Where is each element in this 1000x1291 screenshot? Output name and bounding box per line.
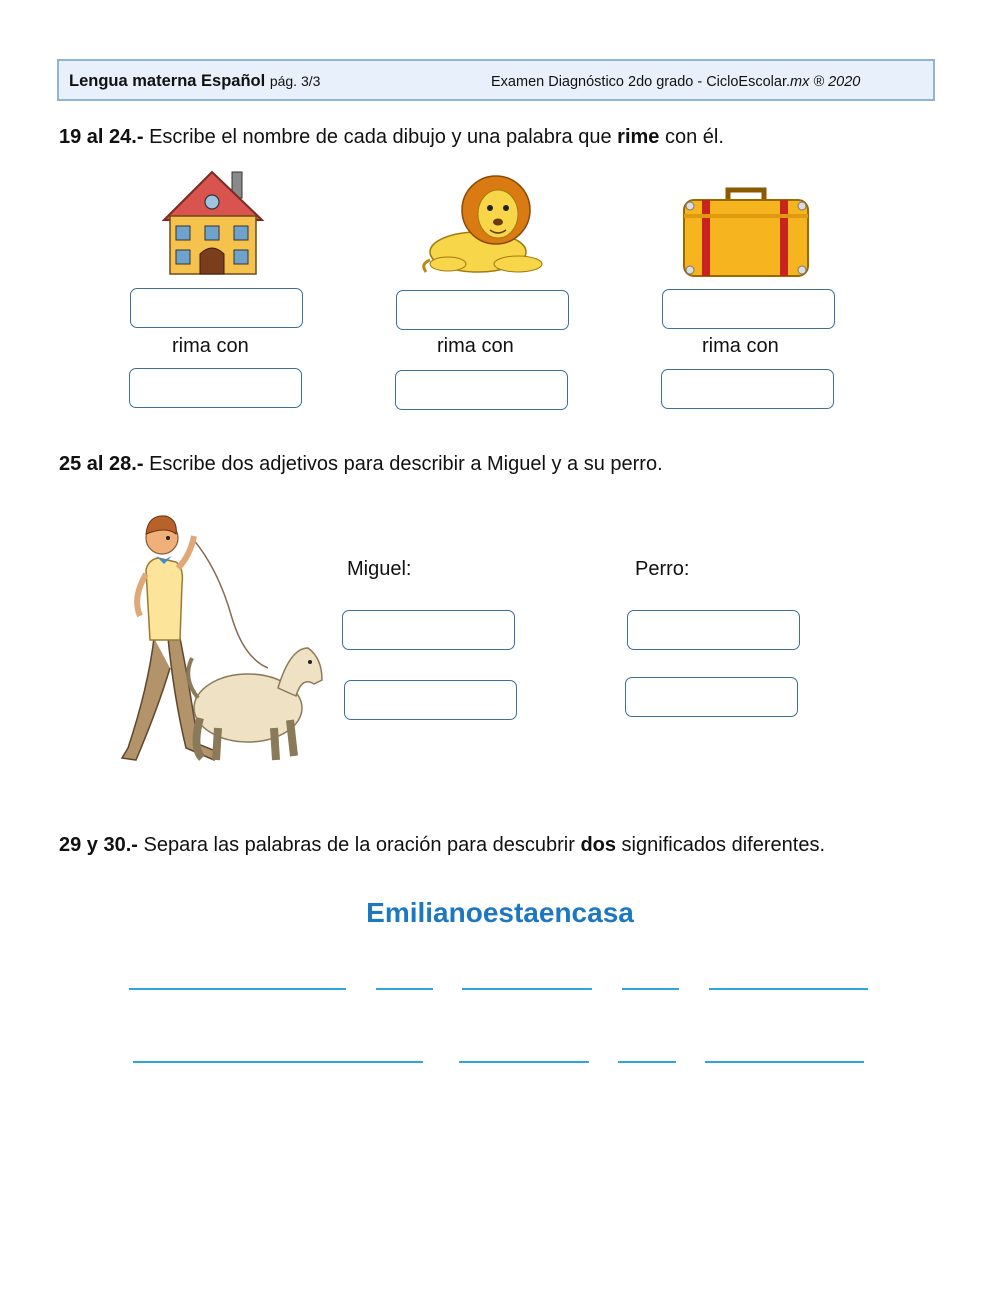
exam-title: Examen Diagnóstico 2do grado - CicloEscolar. bbox=[491, 74, 791, 90]
answer-line-2-1[interactable] bbox=[133, 1061, 423, 1063]
answer-line-1-4[interactable] bbox=[622, 988, 679, 990]
page-header bbox=[57, 59, 935, 101]
answer-line-2-4[interactable] bbox=[705, 1061, 864, 1063]
exam-year: mx ® 2020 bbox=[790, 74, 861, 90]
page-number: pág. 3/3 bbox=[269, 73, 321, 89]
question-text: Escribe el nombre de cada dibujo y una palabra que bbox=[143, 126, 618, 148]
lion-name-box[interactable] bbox=[396, 290, 569, 330]
answer-line-1-3[interactable] bbox=[462, 988, 592, 990]
perro-label: Perro: bbox=[635, 558, 690, 580]
suitcase-rhyme-box[interactable] bbox=[661, 369, 834, 409]
subject-title: Lengua materna Español bbox=[69, 72, 266, 90]
lion-rhyme-box[interactable] bbox=[395, 370, 568, 410]
answer-line-1-2[interactable] bbox=[376, 988, 433, 990]
rima-con-label-3: rima con bbox=[702, 335, 779, 357]
perro-adjective-box-2[interactable] bbox=[625, 677, 798, 717]
question-text: Escribe dos adjetivos para describir a Miguel y a su perro. bbox=[143, 453, 663, 475]
answer-line-2-2[interactable] bbox=[459, 1061, 589, 1063]
house-name-box[interactable] bbox=[130, 288, 303, 328]
question-number: 19 al 24.- bbox=[59, 126, 144, 148]
rima-con-label-2: rima con bbox=[437, 335, 514, 357]
question-text: Separa las palabras de la oración para descubrir bbox=[137, 834, 581, 856]
miguel-adjective-box-1[interactable] bbox=[342, 610, 515, 650]
miguel-adjective-box-2[interactable] bbox=[344, 680, 517, 720]
answer-line-2-3[interactable] bbox=[618, 1061, 676, 1063]
suitcase-name-box[interactable] bbox=[662, 289, 835, 329]
miguel-label: Miguel: bbox=[347, 558, 412, 580]
answer-line-1-1[interactable] bbox=[129, 988, 346, 990]
header-right bbox=[491, 74, 860, 90]
rima-con-label-1: rima con bbox=[172, 335, 249, 357]
lion-picture bbox=[418, 172, 546, 280]
question-19-24 bbox=[59, 126, 724, 149]
house-picture bbox=[160, 168, 265, 278]
question-number: 29 y 30.- bbox=[59, 834, 138, 856]
answer-line-1-5[interactable] bbox=[709, 988, 868, 990]
perro-adjective-box-1[interactable] bbox=[627, 610, 800, 650]
question-bold-word: dos bbox=[580, 834, 616, 856]
question-text-end: con él. bbox=[659, 126, 724, 148]
question-bold-word: rime bbox=[617, 126, 660, 148]
question-text-end: significados diferentes. bbox=[616, 834, 826, 856]
joined-sentence: Emilianoestaencasa bbox=[366, 897, 634, 928]
header-left bbox=[69, 72, 320, 91]
miguel-and-dog-picture bbox=[118, 508, 328, 770]
question-29-30 bbox=[59, 834, 825, 857]
house-rhyme-box[interactable] bbox=[129, 368, 302, 408]
question-25-28 bbox=[59, 453, 663, 476]
suitcase-picture bbox=[680, 186, 812, 278]
question-number: 25 al 28.- bbox=[59, 453, 144, 475]
